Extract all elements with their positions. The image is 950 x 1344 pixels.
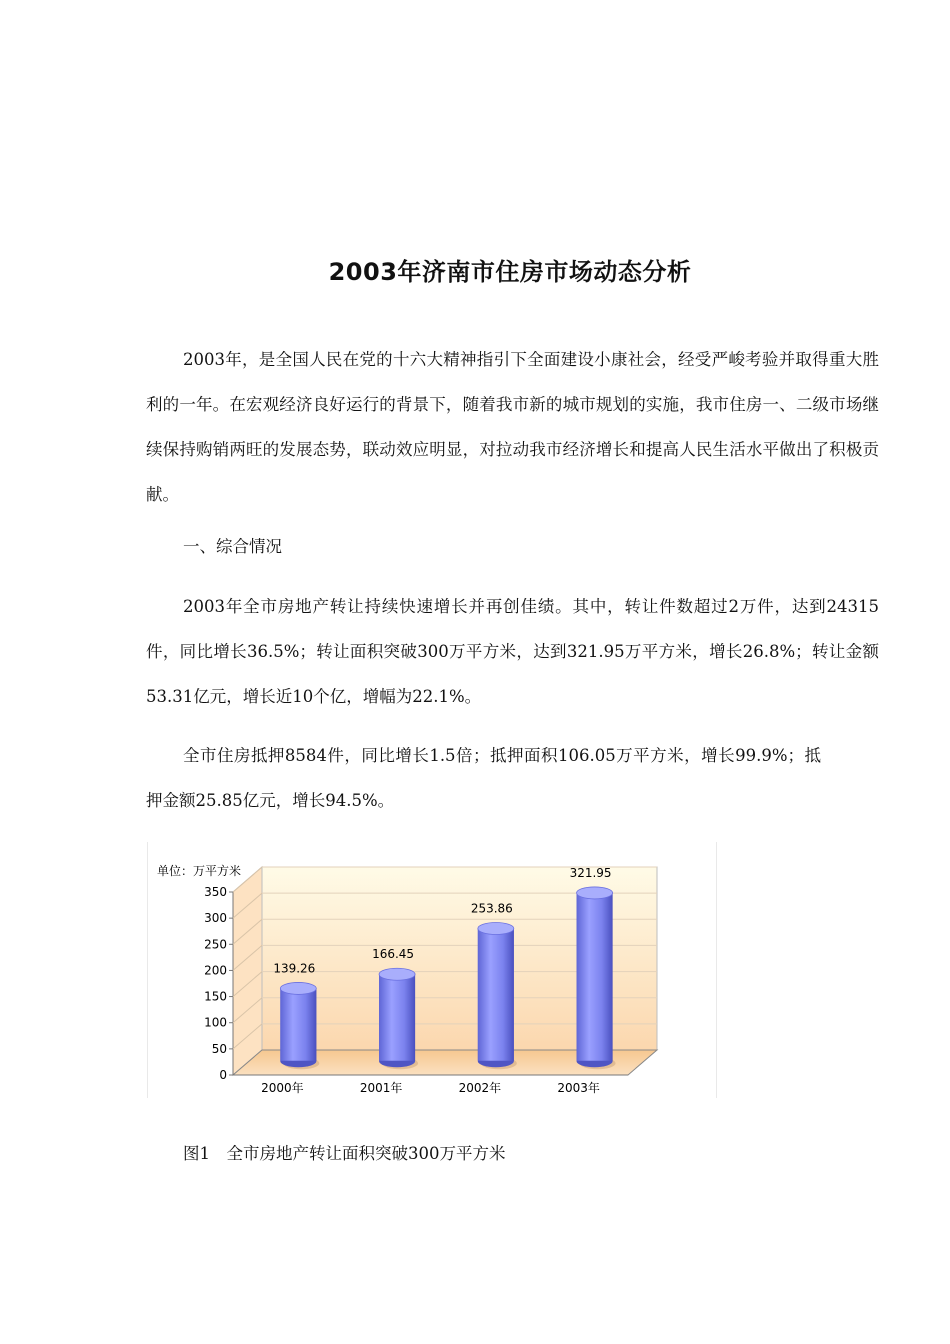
bar-value-label: 253.86 — [470, 901, 513, 916]
y-tick-layer — [204, 885, 233, 1082]
chart-left-wall — [233, 867, 262, 1075]
figure-caption: 图1 全市房地产转让面积突破300万平方米 — [183, 1144, 506, 1163]
x-category-label: 2001年 — [359, 1081, 403, 1095]
transfer-area-chart — [147, 842, 717, 1098]
y-tick-label: 100 — [204, 1015, 227, 1030]
y-tick-label: 50 — [211, 1041, 227, 1056]
y-tick-label: 250 — [204, 937, 227, 952]
bar-top — [577, 887, 613, 899]
category-label-layer — [261, 1080, 600, 1095]
bar-value-label: 321.95 — [569, 865, 612, 880]
section-heading-overview: 一、综合情况 — [183, 537, 282, 556]
bar-top — [379, 968, 415, 980]
y-tick-label: 300 — [204, 911, 227, 926]
y-tick-label: 350 — [204, 885, 227, 899]
bar-body-overlay — [577, 893, 613, 1061]
mortgage-paragraph: 全市住房抵押8584件，同比增长1.5倍；抵押面积106.05万平方米，增长99.9%；抵押金额25.85亿元，增长94.5%。 — [146, 746, 821, 810]
bar-top — [478, 923, 514, 935]
transfer-paragraph: 2003年全市房地产转让持续快速增长并再创佳绩。其中，转让件数超过2万件，达到24315件，同比增长36.5%；转让面积突破300万平方米，达到321.95万平方米，增长26.8%；转让金额53.31亿元，增长近10个亿，增幅为22.1%。 — [146, 597, 879, 706]
chart-unit-label: 单位：万平方米 — [157, 864, 242, 878]
bar-body-overlay — [280, 988, 316, 1060]
y-tick-label: 200 — [204, 963, 227, 978]
bar-value-label: 139.26 — [273, 961, 316, 976]
chart-svg — [148, 842, 716, 1098]
bar-top — [280, 982, 316, 994]
intro-paragraph: 2003年，是全国人民在党的十六大精神指引下全面建设小康社会，经受严峻考验并取得重大胜利的一年。在宏观经济良好运行的背景下，随着我市新的城市规划的实施，我市住房一、二级市场继续保持购销两旺的发展态势，联动效应明显，对拉动我市经济增长和提高人民生活水平做出了积极贡献。 — [146, 350, 879, 504]
document-title: 2003年济南市住房市场动态分析 — [328, 258, 692, 286]
x-category-label: 2000年 — [261, 1081, 304, 1095]
y-tick-label: 0 — [219, 1068, 227, 1082]
x-category-label: 2002年 — [458, 1081, 502, 1095]
bar-body-overlay — [478, 929, 514, 1061]
y-tick-label: 150 — [204, 989, 227, 1004]
x-category-label: 2003年 — [557, 1081, 600, 1095]
bar-value-label: 166.45 — [372, 947, 415, 962]
bar-body-overlay — [379, 974, 415, 1061]
